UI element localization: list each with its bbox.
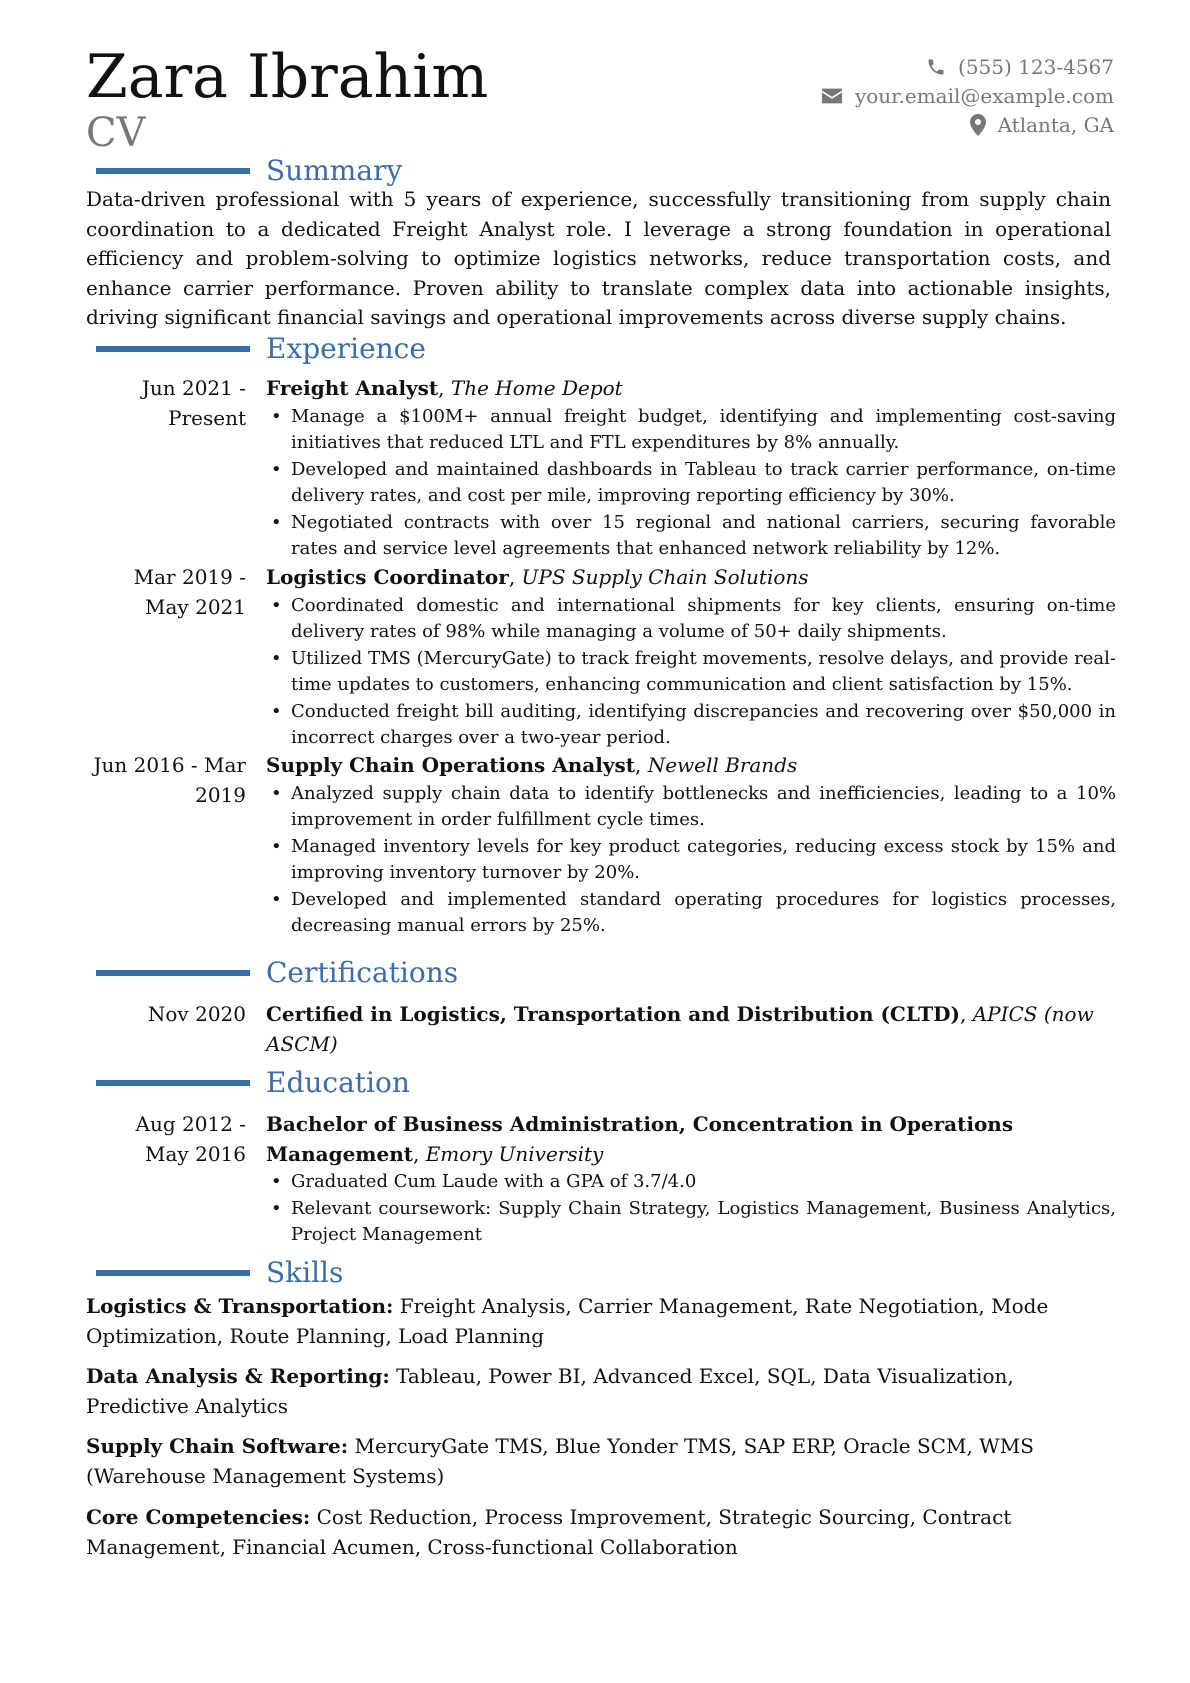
list-item: • Coordinated domestic and international shipments for key clients, ensuring on-time delivery rates of 98% while managing a volume of 50+ daily shipments. (266, 593, 1116, 646)
list-item: • Managed inventory levels for key product categories, reducing excess stock by 15% and improving inventory turnover by 20%. (266, 834, 1116, 887)
entry-body (266, 751, 1116, 940)
list-item: • Developed and maintained dashboards in Tableau to track carrier performance, on-time delivery rates, and cost per mile, improving reporting efficiency by 30%. (266, 457, 1116, 510)
certification-issuer: APICS (now ASCM) (266, 1002, 1094, 1056)
section-bar (96, 346, 250, 352)
company-name: UPS Supply Chain Solutions (521, 565, 809, 589)
section-bar (96, 1080, 250, 1086)
section-bar (96, 970, 250, 976)
skill-label: Supply Chain Software: (86, 1434, 349, 1458)
school-name: Emory University (425, 1141, 604, 1166)
skill-row (86, 1432, 1116, 1491)
contact-block (821, 52, 1114, 139)
job-title: Supply Chain Operations Analyst (266, 753, 635, 777)
skill-value: Tableau, Power BI, Advanced Excel, SQL, Data Visualization, Predictive Analytics (86, 1364, 1014, 1418)
entry-date: Aug 2012 - May 2016 (135, 1112, 246, 1166)
section-title: Experience (266, 332, 426, 365)
phone-icon (926, 57, 946, 77)
list-item: • Analyzed supply chain data to identify bottlenecks and inefficiencies, leading to a 10% improvement in order fulfillment cycle times. (266, 781, 1116, 834)
skill-label: Core Competencies: (86, 1505, 311, 1529)
document-subtitle: CV (86, 110, 146, 156)
bullet-list (266, 404, 1116, 563)
section-bar (96, 1270, 250, 1276)
job-title: Logistics Coordinator (266, 565, 509, 589)
entry-body (266, 563, 1116, 752)
company-name: Newell Brands (647, 753, 798, 777)
entry-heading: Certified in Logistics, Transportation and Distribution (CLTD), APICS (now ASCM) (266, 1002, 1094, 1056)
entry-heading: Freight Analyst, The Home Depot (266, 376, 623, 400)
location-text: Atlanta, GA (997, 112, 1114, 137)
entry-body (266, 1000, 1116, 1059)
section-title: Summary (266, 154, 403, 187)
email-address: your.email@example.com (854, 83, 1114, 108)
section-title: Certifications (266, 956, 459, 989)
skill-value: Freight Analysis, Carrier Management, Rate Negotiation, Mode Optimization, Route Planning, Load Planning (86, 1294, 1049, 1348)
candidate-name: Zara Ibrahim (86, 42, 489, 112)
entry-date: Nov 2020 (147, 1002, 246, 1026)
summary-text: Data-driven professional with 5 years of experience, successfully transitioning from supply chain coordination to a dedicated Freight Analyst role. I leverage a strong foundation in operational efficiency and problem-solving to optimize logistics networks, reduce transportation costs, and enhance carrier performance. Proven ability to translate complex data into actionable insights, driving significant financial savings and operational improvements across diverse supply chains. (86, 187, 1111, 329)
section-title: Skills (266, 1256, 344, 1289)
skill-row (86, 1503, 1116, 1562)
phone-number: (555) 123-4567 (958, 54, 1114, 79)
list-item: • Graduated Cum Laude with a GPA of 3.7/4.0 (266, 1169, 1116, 1196)
company-name: The Home Depot (450, 376, 623, 400)
job-title: Freight Analyst (266, 376, 439, 400)
entry-heading: Logistics Coordinator, UPS Supply Chain Solutions (266, 565, 809, 589)
entry-heading: Bachelor of Business Administration, Concentration in Operations Management, Emory University (266, 1112, 1014, 1166)
list-item: • Conducted freight bill auditing, identifying discrepancies and recovering over $50,000 in incorrect charges over a two-year period. (266, 699, 1116, 752)
bullet-list (266, 781, 1116, 940)
certification-title: Certified in Logistics, Transportation and Distribution (CLTD) (266, 1002, 960, 1026)
skill-row (86, 1292, 1116, 1351)
list-item: • Manage a $100M+ annual freight budget, identifying and implementing cost-saving initiatives that reduced LTL and FTL expenditures by 8% annually. (266, 404, 1116, 457)
degree-title: Bachelor of Business Administration, Concentration in Operations Management (266, 1112, 1014, 1166)
bullet-list (266, 593, 1116, 752)
envelope-icon (821, 87, 843, 105)
skill-value: MercuryGate TMS, Blue Yonder TMS, SAP ERP, Oracle SCM, WMS (Warehouse Management Systems) (86, 1434, 1034, 1488)
entry-date: Jun 2021 - Present (141, 376, 246, 430)
skill-row (86, 1362, 1116, 1421)
skill-label: Data Analysis & Reporting: (86, 1364, 390, 1388)
map-marker-icon (970, 114, 986, 136)
list-item: • Utilized TMS (MercuryGate) to track freight movements, resolve delays, and provide real-time updates to customers, enhancing communication and client satisfaction by 15%. (266, 646, 1116, 699)
contact-location (821, 110, 1114, 139)
contact-email[interactable] (821, 81, 1114, 110)
list-item: • Developed and implemented standard operating procedures for logistics processes, decreasing manual errors by 25%. (266, 887, 1116, 940)
list-item: • Relevant coursework: Supply Chain Strategy, Logistics Management, Business Analytics, Project Management (266, 1196, 1116, 1249)
entry-heading: Supply Chain Operations Analyst, Newell Brands (266, 753, 798, 777)
entry-body (266, 374, 1116, 563)
entry-date: Jun 2016 - Mar 2019 (93, 753, 246, 807)
bullet-list (266, 1169, 1116, 1249)
skill-label: Logistics & Transportation: (86, 1294, 394, 1318)
skill-value: Cost Reduction, Process Improvement, Strategic Sourcing, Contract Management, Financial Acumen, Cross-functional Collaboration (86, 1505, 1012, 1559)
section-title: Education (266, 1066, 410, 1099)
list-item: • Negotiated contracts with over 15 regional and national carriers, securing favorable rates and service level agreements that enhanced network reliability by 12%. (266, 510, 1116, 563)
contact-phone[interactable] (821, 52, 1114, 81)
entry-body (266, 1110, 1116, 1249)
section-bar (96, 168, 250, 174)
entry-date: Mar 2019 - May 2021 (133, 565, 246, 619)
